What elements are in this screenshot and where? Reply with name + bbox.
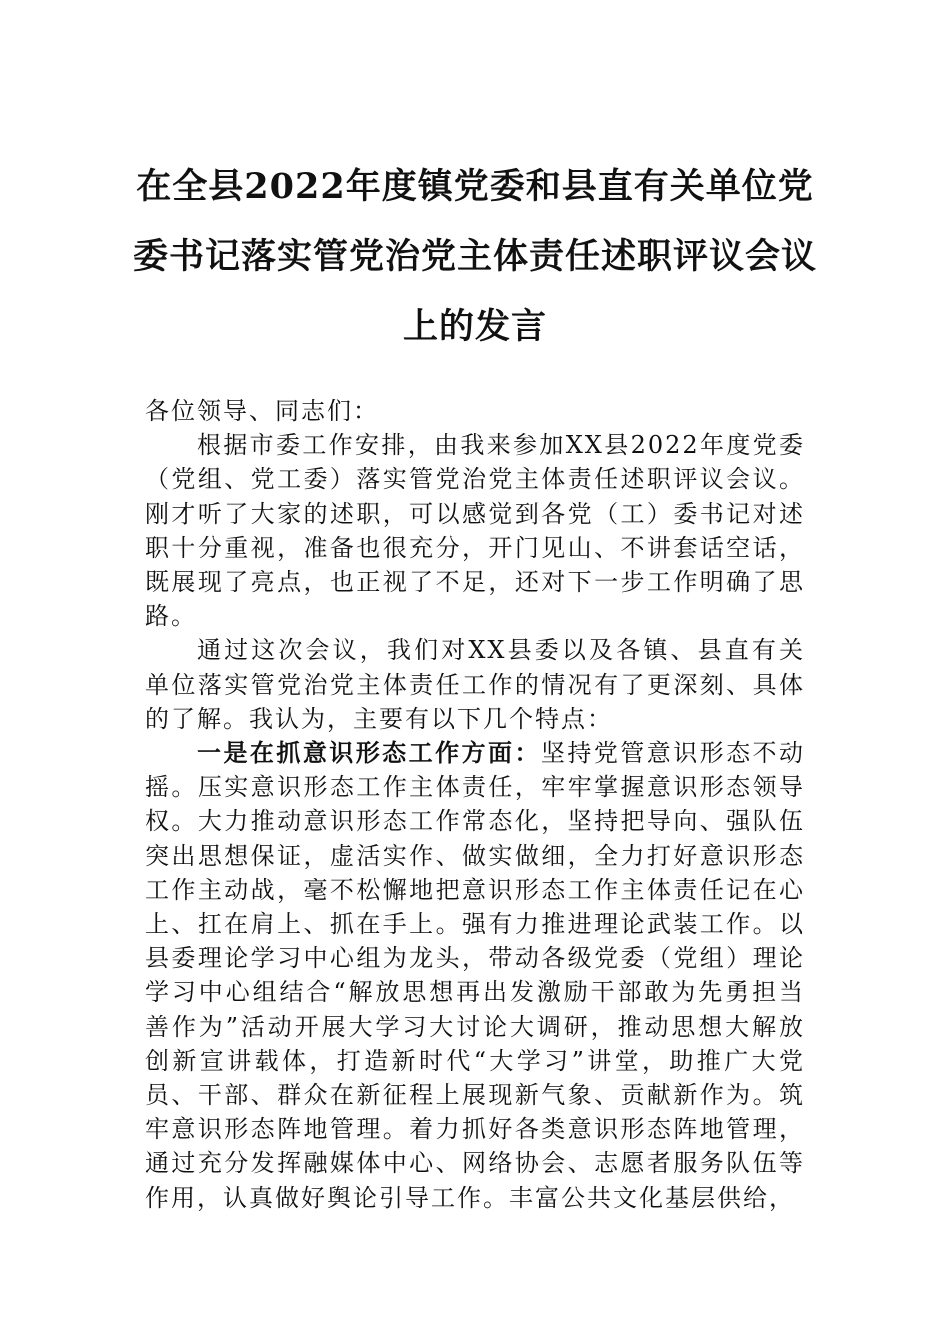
paragraph-ideology (145, 736, 805, 1215)
paragraph-ideology-body: 坚持党管意识形态不动摇。压实意识形态工作主体责任，牢牢掌握意识形态领导权。大力推动意识形态工作常态化，坚持把导向、强队伍突出思想保证，虚活实作、做实做细，全力打好意识形态工作主动战，毫不松懈地把意识形态工作主体责任记在心上、扛在肩上、抓在手上。强有力推进理论武装工作。以县委理论学习中心组为龙头，带动各级党委（党组）理论学习中心组结合“解放思想再出发激励干部敢为先勇担当善作为”活动开展大学习大讨论大调研，推动思想大解放创新宣讲载体，打造新时代“大学习”讲堂，助推广大党员、干部、群众在新征程上展现新气象、贡献新作为。筑牢意识形态阵地管理。着力抓好各类意识形态阵地管理，通过充分发挥融媒体中心、网络协会、志愿者服务队伍等作用，认真做好舆论引导工作。丰富公共文化基层供给， (145, 739, 806, 1212)
salutation: 各位领导、同志们： (145, 397, 379, 425)
paragraph-ideology-lead: 一是在抓意识形态工作方面： (197, 738, 541, 768)
document-body (145, 394, 805, 1215)
document-title: 在全县2022年度镇党委和县直有关单位党委书记落实管党治党主体责任述职评议会议上的发言 (132, 166, 817, 347)
paragraph-intro: 根据市委工作安排，由我来参加XX县2022年度党委（党组、党工委）落实管党治党主体责任述职评议会议。刚才听了大家的述职，可以感觉到各党（工）委书记对述职十分重视，准备也很充分，开门见山、不讲套话空话，既展现了亮点，也正视了不足，还对下一步工作明确了思路。 (145, 431, 805, 631)
paragraph-features: 通过这次会议，我们对XX县委以及各镇、县直有关单位落实管党治党主体责任工作的情况有了更深刻、具体的了解。我认为，主要有以下几个特点： (145, 636, 805, 733)
